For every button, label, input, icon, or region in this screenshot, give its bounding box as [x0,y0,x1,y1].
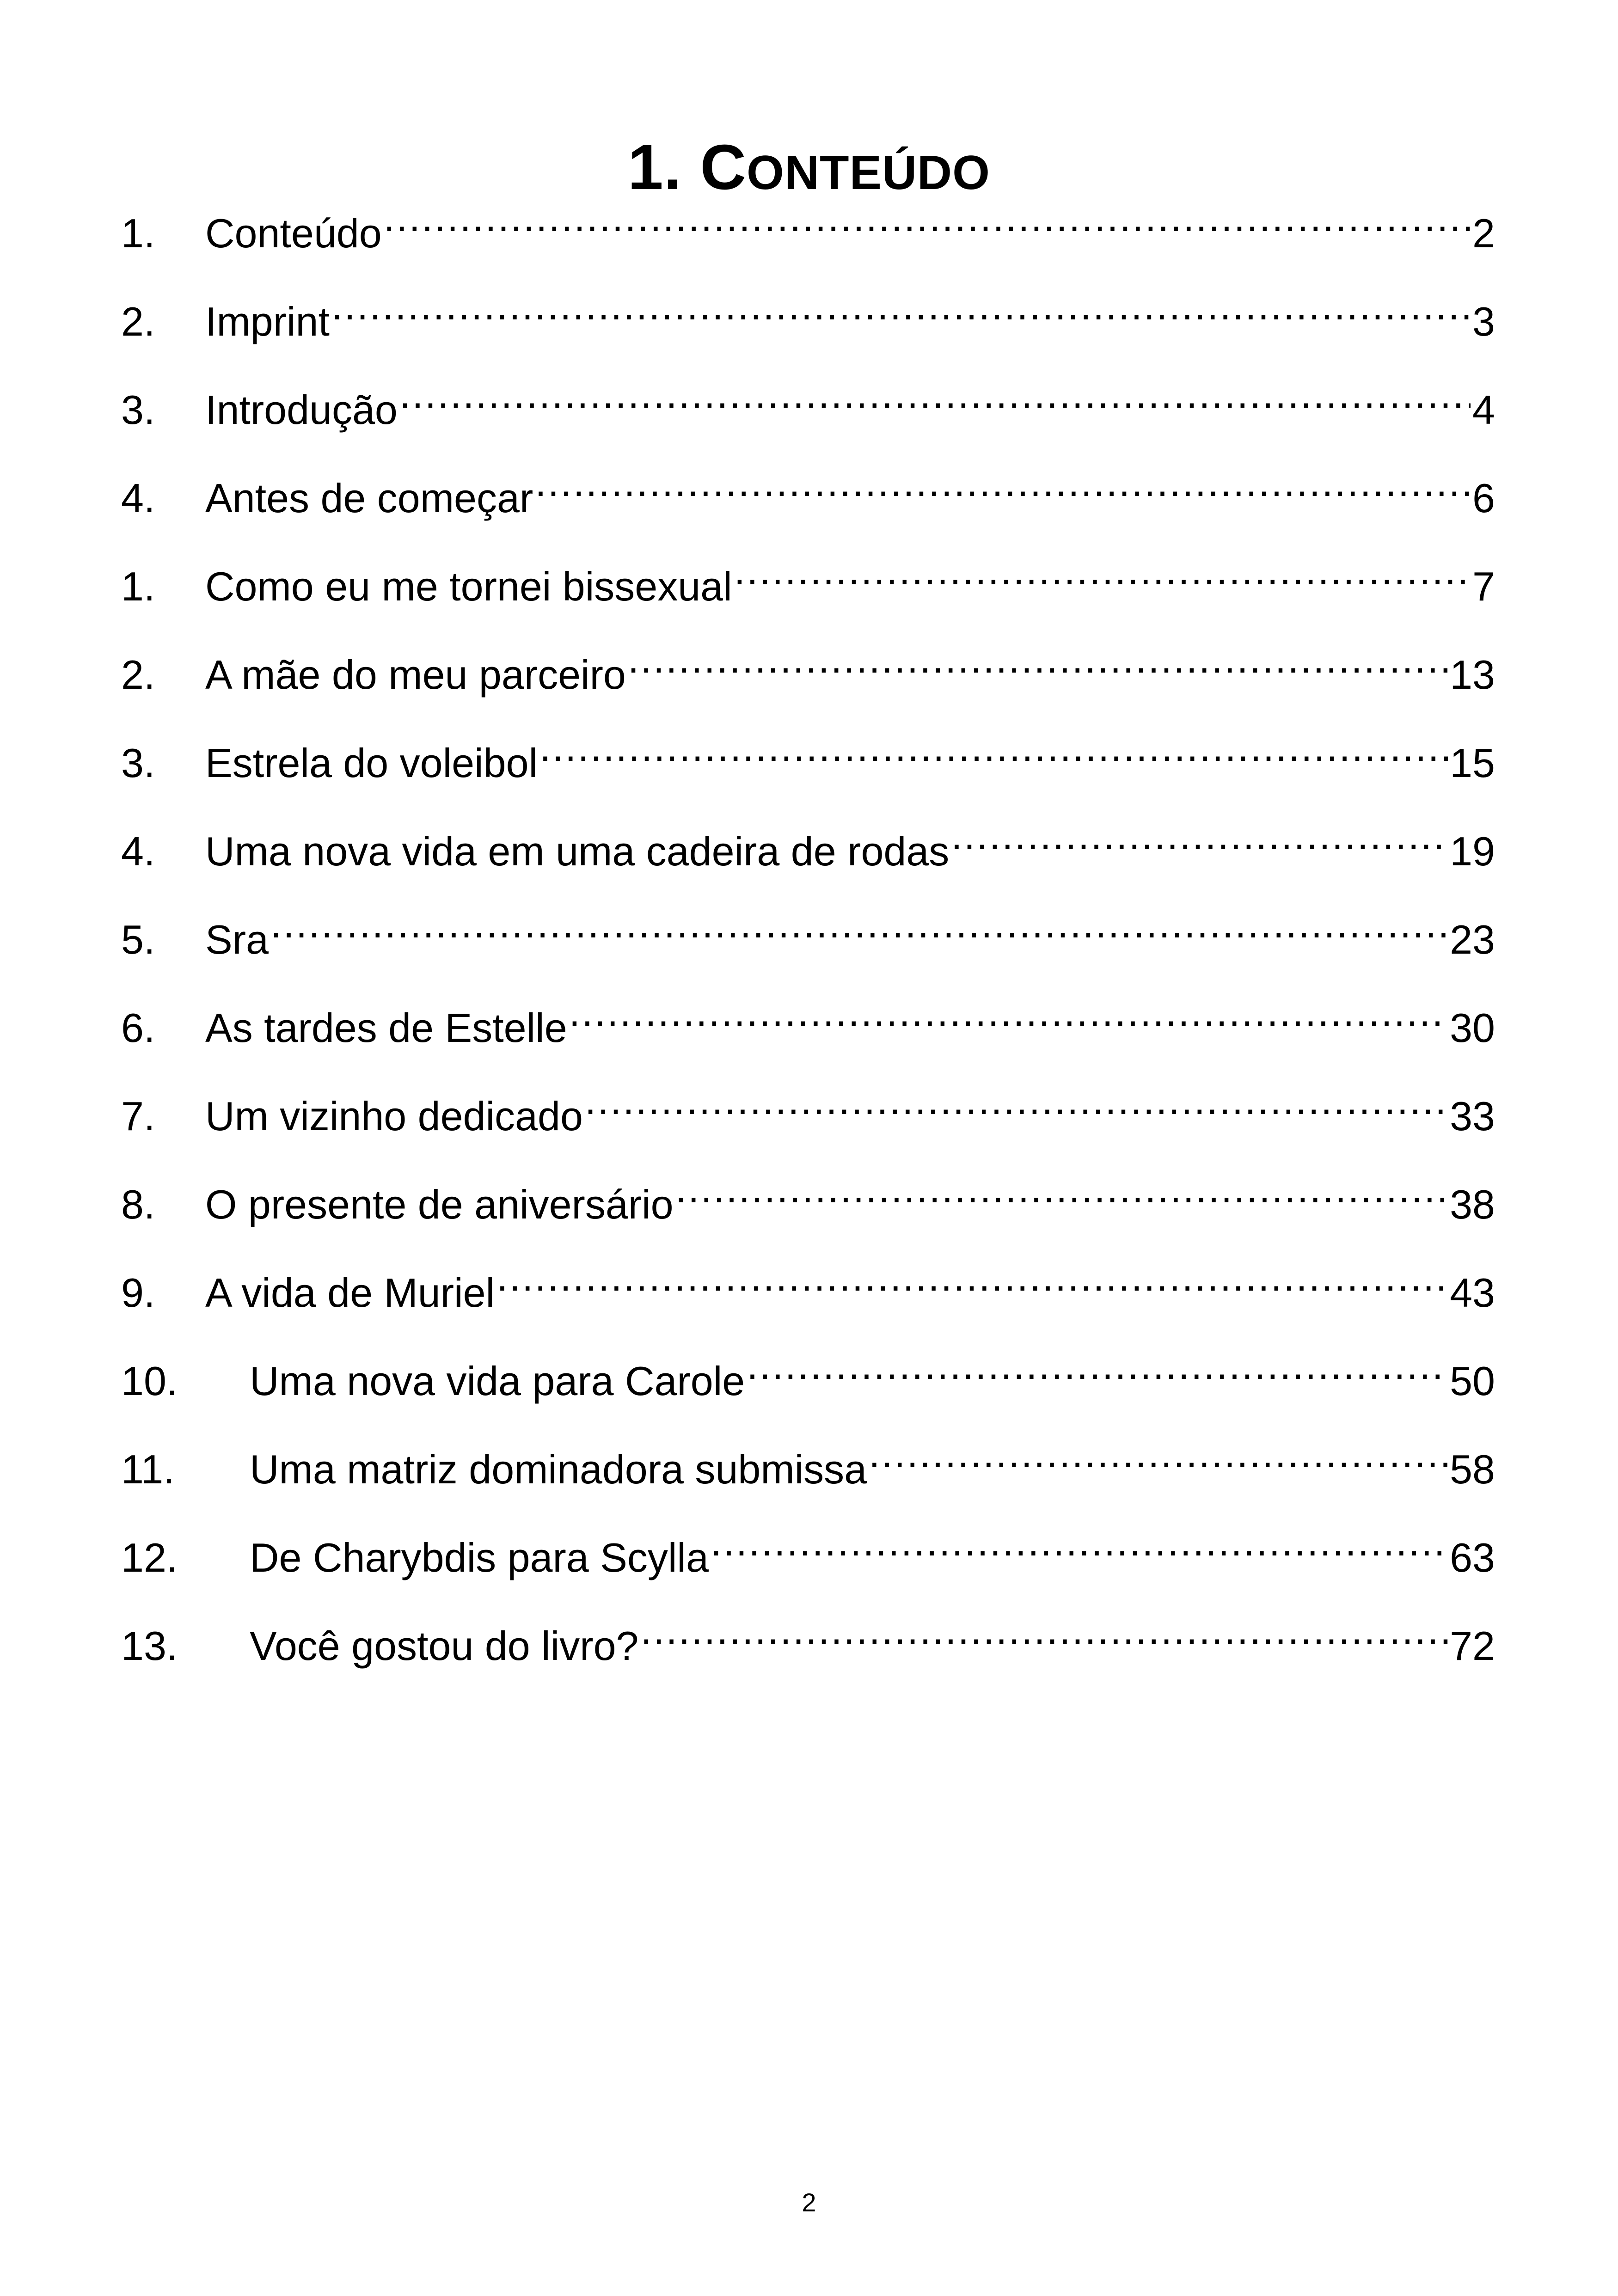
toc-entry-page: 19 [1450,828,1495,874]
toc-entry-page: 3 [1472,299,1495,344]
toc-entry-title: Uma nova vida em uma cadeira de rodas [205,828,950,874]
toc-entry[interactable] [121,982,1495,1070]
toc-dot-leader [539,717,1448,777]
toc-entry-page: 4 [1472,387,1495,433]
toc-entry-title: Estrela do voleibol [205,740,538,786]
toc-entry[interactable] [121,1600,1495,1688]
toc-entry[interactable] [121,894,1495,982]
toc-entry[interactable] [121,276,1495,364]
toc-entry-number: 4. [121,475,155,521]
toc-dot-leader [711,1512,1448,1572]
toc-entry-page: 23 [1450,917,1495,962]
toc-entry-number: 10. [121,1358,178,1404]
toc-entry-title: Como eu me tornei bissexual [205,563,732,609]
toc-entry[interactable] [121,1423,1495,1512]
toc-dot-leader [747,1335,1448,1395]
toc-entry-title: A vida de Muriel [205,1270,495,1316]
toc-dot-leader [628,629,1448,689]
toc-entry-number: 6. [121,1005,155,1051]
toc-entry-number: 11. [121,1446,175,1492]
toc-dot-leader [734,540,1471,600]
toc-entry-title: Antes de começar [205,475,533,521]
toc-entry-page: 13 [1450,652,1495,698]
toc-entry-page: 7 [1472,563,1495,609]
toc-entry[interactable] [121,717,1495,805]
toc-entry-page: 2 [1472,210,1495,256]
toc-dot-leader [675,1158,1448,1218]
toc-entry-page: 6 [1472,475,1495,521]
toc-entry-title: Um vizinho dedicado [205,1093,583,1139]
toc-entry-number: 2. [121,299,155,344]
toc-entry-number: 3. [121,740,155,786]
table-of-contents [121,187,1495,1688]
toc-dot-leader [640,1600,1448,1660]
toc-entry[interactable] [121,1158,1495,1247]
toc-entry-title: O presente de aniversário [205,1182,674,1227]
toc-entry[interactable] [121,629,1495,717]
page-title-initial: C [700,132,747,203]
toc-entry-number: 1. [121,563,155,609]
toc-entry-title: A mãe do meu parceiro [205,652,626,698]
toc-entry-page: 63 [1450,1535,1495,1580]
toc-entry-title: Uma matriz dominadora submissa [250,1446,867,1492]
toc-entry-number: 3. [121,387,155,433]
page-title-number: 1. [627,132,682,203]
toc-entry[interactable] [121,1247,1495,1335]
toc-entry-number: 9. [121,1270,155,1316]
toc-entry-page: 43 [1450,1270,1495,1316]
toc-entry-title: Uma nova vida para Carole [250,1358,745,1404]
toc-entry-title: As tardes de Estelle [205,1005,567,1051]
toc-dot-leader [496,1247,1448,1307]
toc-entry-number: 4. [121,828,155,874]
page-number: 2 [802,2188,816,2217]
toc-entry-title: Sra [205,917,269,962]
toc-entry[interactable] [121,540,1495,629]
toc-entry-number: 5. [121,917,155,962]
toc-entry-page: 15 [1450,740,1495,786]
toc-entry[interactable] [121,187,1495,276]
toc-dot-leader [331,276,1471,336]
toc-entry-page: 50 [1450,1358,1495,1404]
toc-entry-page: 38 [1450,1182,1495,1227]
toc-entry-page: 30 [1450,1005,1495,1051]
toc-entry-number: 2. [121,652,155,698]
toc-entry[interactable] [121,1335,1495,1423]
toc-entry-number: 8. [121,1182,155,1227]
toc-entry[interactable] [121,805,1495,894]
toc-entry-number: 1. [121,210,155,256]
toc-dot-leader [869,1423,1448,1483]
toc-entry-number: 7. [121,1093,155,1139]
toc-entry-page: 33 [1450,1093,1495,1139]
toc-entry-number: 12. [121,1535,178,1580]
toc-dot-leader [399,364,1471,424]
toc-entry[interactable] [121,1070,1495,1158]
toc-entry-title: Introdução [205,387,398,433]
toc-dot-leader [951,805,1448,865]
toc-entry[interactable] [121,1512,1495,1600]
page-title-rest: ONTEÚDO [747,146,991,200]
toc-dot-leader [384,187,1471,247]
toc-dot-leader [585,1070,1448,1130]
toc-entry[interactable] [121,364,1495,452]
toc-entry-page: 72 [1450,1623,1495,1669]
toc-dot-leader [569,982,1448,1042]
toc-entry-number: 13. [121,1623,178,1669]
toc-entry-title: De Charybdis para Scylla [250,1535,709,1580]
toc-entry-title: Você gostou do livro? [250,1623,639,1669]
toc-entry-title: Conteúdo [205,210,382,256]
toc-dot-leader [270,894,1448,954]
toc-entry-title: Imprint [205,299,330,344]
toc-dot-leader [535,452,1471,512]
toc-entry-page: 58 [1450,1446,1495,1492]
toc-entry[interactable] [121,452,1495,540]
